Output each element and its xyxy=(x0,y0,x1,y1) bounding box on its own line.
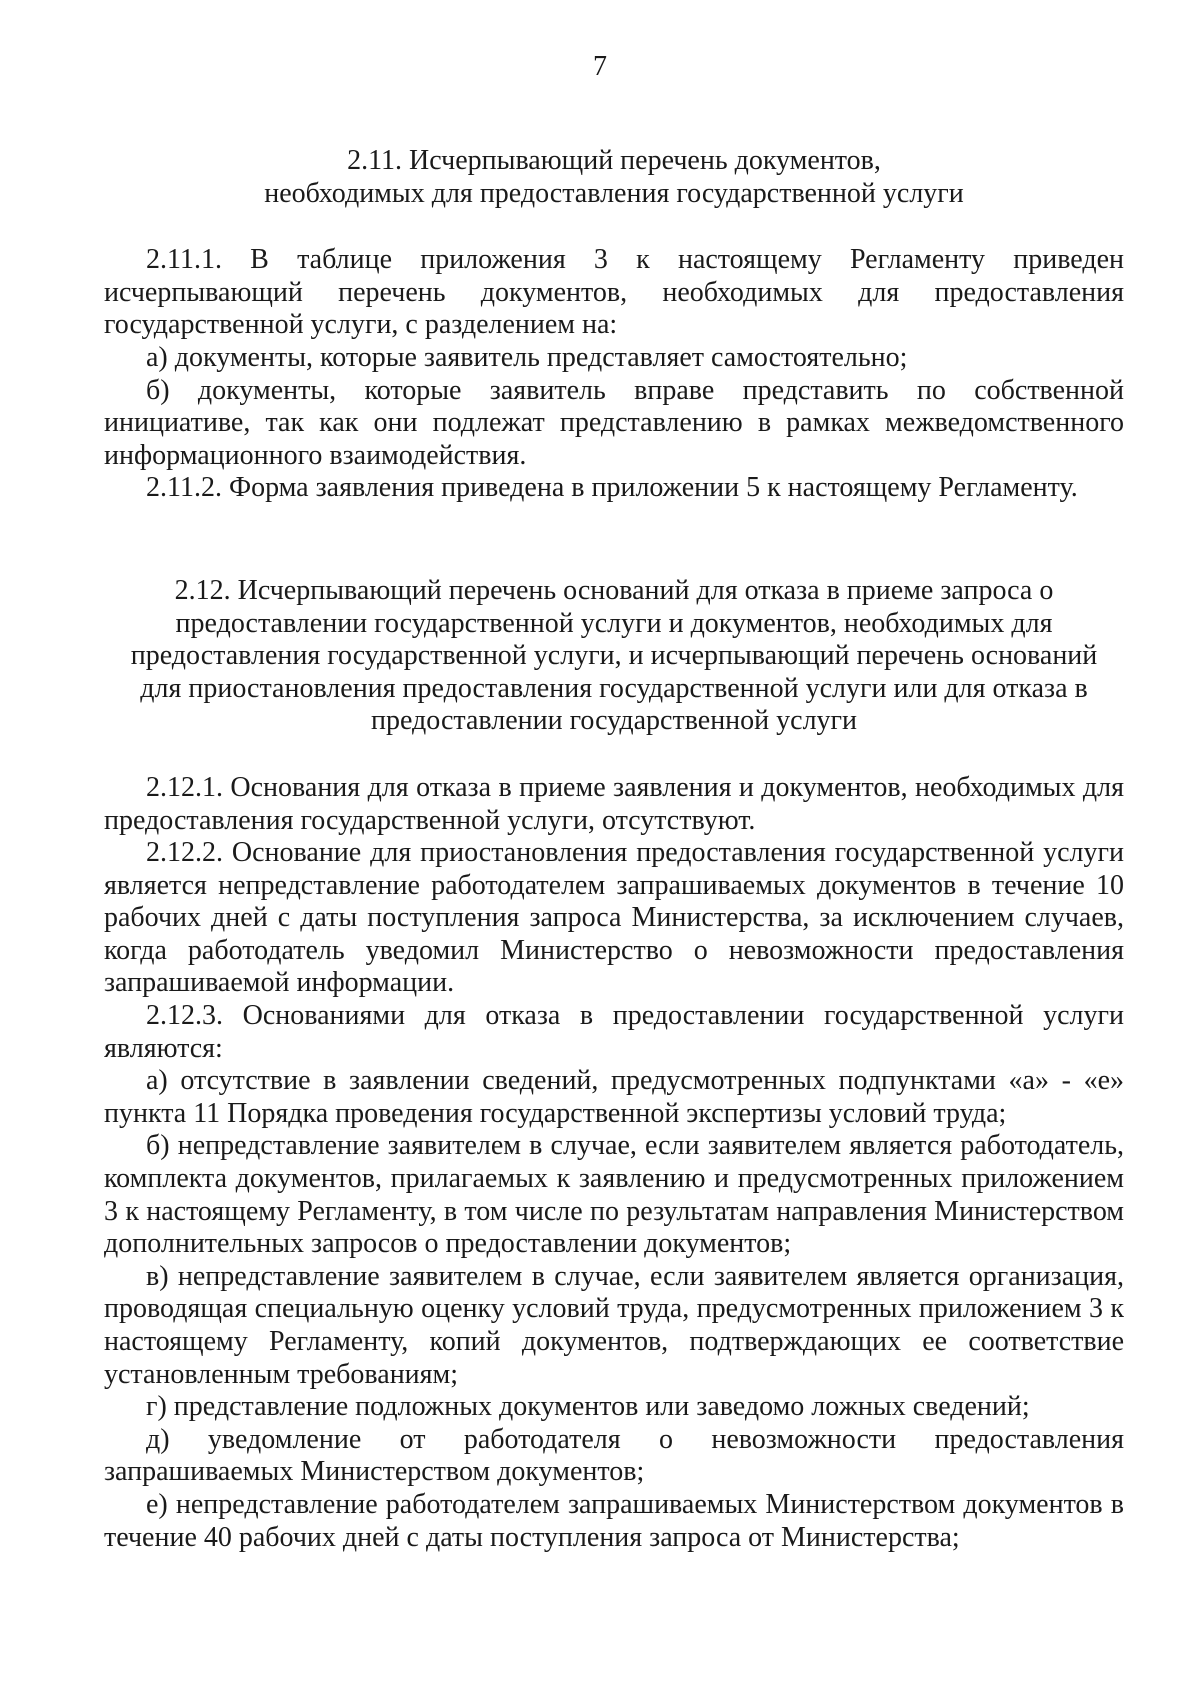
paragraph-item-b: б) непредставление заявителем в случае, если заявителем является работодатель, комплекта документов, прилагаемых к заявлению и предусмотренных приложением 3 к настоящему Регламенту, в том числе по результатам направления Министерством дополнительных запросов о предоставлении документов; xyxy=(104,1130,1124,1260)
paragraph-2-12-3: 2.12.3. Основаниями для отказа в предоставлении государственной услуги являются: xyxy=(104,1000,1124,1064)
heading-line: 2.11. Исчерпывающий перечень документов, xyxy=(347,145,881,176)
heading-line: 2.12. Исчерпывающий перечень оснований для отказа в приеме запроса о xyxy=(174,574,1054,606)
paragraph-item-a: а) документы, которые заявитель представляет самостоятельно; xyxy=(146,341,908,373)
paragraph-2-12-1: 2.12.1. Основания для отказа в приеме заявления и документов, необходимых для предоставления государственной услуги, отсутствуют. xyxy=(104,771,1124,836)
section-2-11-heading xyxy=(104,145,1124,210)
heading-line: предоставления государственной услуги, и исчерпывающий перечень оснований xyxy=(130,640,1098,672)
paragraph-item-a: а) отсутствие в заявлении сведений, предусмотренных подпунктами «а» - «е» пункта 11 Порядка проведения государственной экспертизы условий труда; xyxy=(104,1065,1124,1129)
document-body xyxy=(104,145,1124,1554)
paragraph-item-g: г) представление подложных документов или заведомо ложных сведений; xyxy=(146,1391,1030,1423)
paragraph-item-e: е) непредставление работодателем запрашиваемых Министерством документов в течение 40 рабочих дней с даты поступления запроса от Министерства; xyxy=(104,1488,1124,1553)
paragraph-2-11-1: 2.11.1. В таблице приложения 3 к настоящему Регламенту приведен исчерпывающий перечень документов, необходимых для предоставления государственной услуги, с разделением на: xyxy=(104,244,1124,341)
section-2-12-heading xyxy=(104,575,1124,738)
heading-line: для приостановления предоставления государственной услуги или для отказа в xyxy=(140,672,1088,704)
paragraph-2-11-2: 2.11.2. Форма заявления приведена в приложении 5 к настоящему Регламенту. xyxy=(146,472,1078,504)
heading-line: необходимых для предоставления государственной услуги xyxy=(264,177,964,209)
paragraph-item-b: б) документы, которые заявитель вправе представить по собственной инициативе, так как они подлежат представлению в рамках межведомственного информационного взаимодействия. xyxy=(104,374,1124,471)
heading-line: предоставлении государственной услуги xyxy=(370,705,858,737)
paragraph-2-12-2: 2.12.2. Основание для приостановления предоставления государственной услуги является непредставление работодателем запрашиваемых документов в течение 10 рабочих дней с даты поступления запроса Министерства, за исключением случаев, когда работодатель уведомил Министерство о невозможности предоставления запрашиваемой информации. xyxy=(104,837,1124,999)
paragraph-item-v: в) непредставление заявителем в случае, если заявителем является организация, проводящая специальную оценку условий труда, предусмотренных приложением 3 к настоящему Регламенту, копий документов, подтверждающих ее соответствие установленным требованиям; xyxy=(104,1260,1124,1390)
paragraph-item-d: д) уведомление от работодателя о невозможности предоставления запрашиваемых Министерством документов; xyxy=(104,1423,1124,1488)
heading-line: предоставлении государственной услуги и документов, необходимых для xyxy=(175,607,1053,639)
page-number: 7 xyxy=(593,51,607,82)
